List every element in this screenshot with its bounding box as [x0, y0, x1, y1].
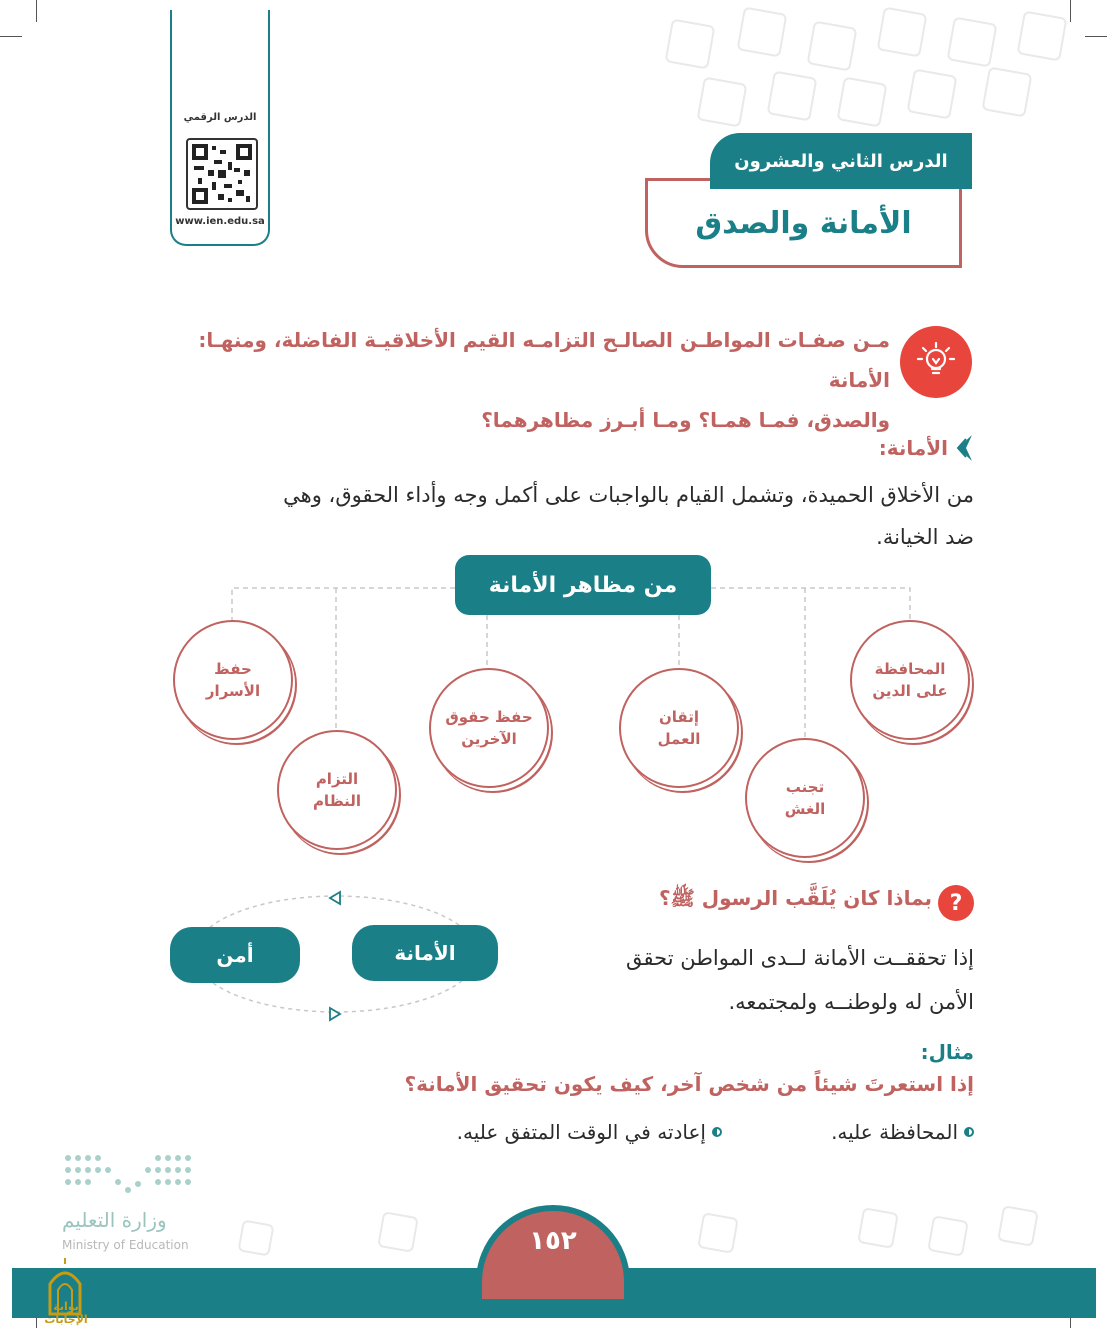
question-icon: ? [938, 885, 974, 921]
diagram-item-text: إتقان [658, 708, 699, 726]
diagram-item-follow-rules [277, 730, 397, 850]
decor-square [237, 1219, 274, 1256]
example-item-text: المحافظة عليه. [831, 1120, 958, 1144]
diagram-item-text: الغش [784, 800, 826, 818]
example-question: إذا استعرتَ شيئاً من شخص آخر، كيف يكون تحقيق الأمانة؟ [404, 1072, 974, 1096]
answer-line: إذا تحققــت الأمانة لــدى المواطن تحقق [626, 946, 974, 970]
diagram-item-avoid-cheating [745, 738, 865, 858]
diagram-item-keep-secrets [173, 620, 293, 740]
definition-line: من الأخلاق الحميدة، وتشمل القيام بالواجبات على أكمل وجه وأداء الحقوق، وهي [283, 483, 974, 507]
decor-square [697, 1212, 739, 1254]
example-item [400, 1120, 722, 1144]
example-item-text: إعادته في الوقت المتفق عليه. [456, 1120, 706, 1144]
definition-line: ضد الخيانة. [876, 525, 974, 549]
decor-square [377, 1211, 419, 1253]
section-title: الأمانة: [878, 436, 948, 460]
question-text: بماذا كان يُلَقَّب الرسول ﷺ؟ [659, 886, 932, 910]
diagram-item-work-quality [619, 668, 739, 788]
lesson-number: الدرس الثاني والعشرون [734, 150, 948, 172]
digital-lesson-label: الدرس الرقمي [183, 112, 257, 123]
example-label: مثال: [920, 1040, 974, 1064]
honesty-pill: الأمانة [352, 925, 498, 981]
ministry-logo-icon [62, 1150, 202, 1200]
decor-square [857, 1207, 899, 1249]
diagram-item-text: على الدين [872, 682, 948, 700]
diagram-item-text: المحافظة [874, 660, 946, 678]
decor-square [997, 1205, 1039, 1247]
decor-square [927, 1215, 969, 1257]
watermark-text: بوابة الإجابات [44, 1300, 88, 1326]
diagram-item-text: العمل [657, 730, 701, 748]
ministry-name-en: Ministry of Education [62, 1238, 189, 1252]
lesson-title: الأمانة والصدق [695, 205, 912, 241]
diagram-item-text: تجنب [785, 778, 825, 796]
security-pill: أمن [170, 927, 300, 983]
intro-line: والصدق، فمـا همـا؟ ومـا أبـرز مظاهرهما؟ [481, 408, 890, 432]
ministry-name-ar: وزارة التعليم [62, 1208, 167, 1232]
diagram-item-text: الآخرين [461, 730, 517, 748]
diagram-title: من مظاهر الأمانة [455, 555, 711, 615]
diagram-item-text: حفظ حقوق [445, 708, 533, 726]
diagram-item-text: النظام [312, 792, 362, 810]
qr-url[interactable]: www.ien.edu.sa [175, 216, 265, 227]
question-answer [560, 936, 974, 1024]
intro-line: مـن صفـات المواطـن الصالـح التزامـه القيم الأخلاقيـة الفاضلة، ومنهـا: الأمانة [198, 328, 890, 392]
example-item [800, 1120, 974, 1144]
diagram-item-preserve-religion [850, 620, 970, 740]
diagram-item-others-rights [429, 668, 549, 788]
diagram-item-text: التزام [315, 770, 359, 788]
diagram-item-text: الأسرار [205, 682, 261, 700]
answer-line: الأمن له ولوطنــه ولمجتمعه. [728, 990, 974, 1014]
bullet-icon [964, 1127, 974, 1137]
bullet-icon [712, 1127, 722, 1137]
diagram-item-text: حفظ [214, 660, 252, 678]
page-number: ١٥٢ [529, 1226, 577, 1256]
